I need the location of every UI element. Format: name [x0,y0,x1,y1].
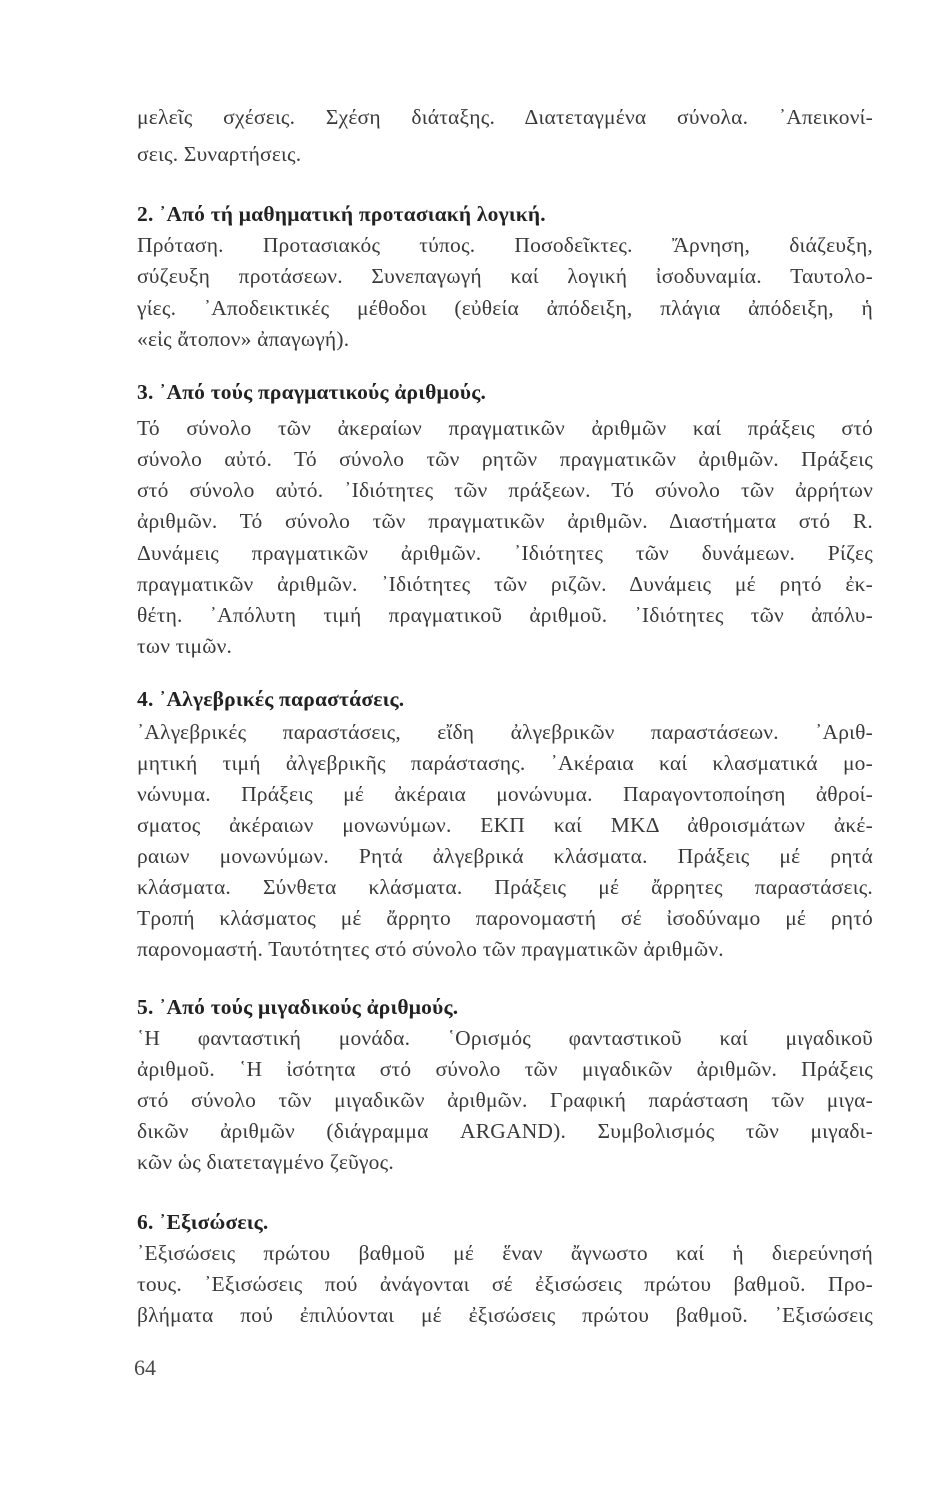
text-line: πραγματικῶν ἀριθμῶν. ᾿Ιδιότητες τῶν ριζῶν. Δυνάμεις μέ ρητό ἐκ- [137,572,873,596]
text-line: τους. ᾿Εξισώσεις πού ἀνάγονται σέ ἐξισώσεις πρώτου βαθμοῦ. Προ- [137,1272,873,1296]
text-line: ῾Η φανταστική μονάδα. ῾Ορισμός φανταστικοῦ καί μιγαδικοῦ [137,1026,873,1050]
text-line: θέτη. ᾿Απόλυτη τιμή πραγματικοῦ ἀριθμοῦ. ᾿Ιδιότητες τῶν ἀπόλυ- [137,603,873,627]
text-line: σεις. Συναρτήσεις. [137,142,302,166]
text-line: ᾿Αλγεβρικές παραστάσεις, εἴδη ἀλγεβρικῶν παραστάσεων. ᾿Αριθ- [137,720,873,744]
text-line: μητική τιμή ἀλγεβρικῆς παράστασης. ᾿Ακέραια καί κλασματικά μο- [137,751,873,775]
section-heading-4: 4. ᾿Αλγεβρικές παραστάσεις. [137,687,405,711]
text-line: ἀριθμοῦ. ῾Η ἰσότητα στό σύνολο τῶν μιγαδικῶν ἀριθμῶν. Πράξεις [137,1057,873,1081]
text-line: σύζευξη προτάσεων. Συνεπαγωγή καί λογική ἰσοδυναμία. Ταυτολο- [137,264,873,288]
text-line: κῶν ὡς διατεταγμένο ζεῦγος. [137,1150,394,1174]
text-line: ραιων μονωνύμων. Ρητά ἀλγεβρικά κλάσματα. Πράξεις μέ ρητά [137,844,873,868]
text-line: δικῶν ἀριθμῶν (διάγραμμα ARGAND). Συμβολισμός τῶν μιγαδι- [137,1119,873,1143]
text-line: παρονομαστή. Ταυτότητες στό σύνολο τῶν πραγματικῶν ἀριθμῶν. [137,937,724,961]
text-line: βλήματα πού ἐπιλύονται μέ ἐξισώσεις πρώτου βαθμοῦ. ᾿Εξισώσεις [137,1303,873,1327]
section-heading-5: 5. ᾿Από τούς μιγαδικούς ἀριθμούς. [137,995,459,1019]
text-line: στό σύνολο αὐτό. ᾿Ιδιότητες τῶν πράξεων. Τό σύνολο τῶν ἀρρήτων [137,478,873,502]
text-line: νώνυμα. Πράξεις μέ ἀκέραια μονώνυμα. Παραγοντοποίηση ἀθροί- [137,782,873,806]
text-line: Τό σύνολο τῶν ἀκεραίων πραγματικῶν ἀριθμῶν καί πράξεις στό [137,416,873,440]
text-line: γίες. ᾿Αποδεικτικές μέθοδοι (εὐθεία ἀπόδειξη, πλάγια ἀπόδειξη, ἡ [137,296,873,320]
text-line: των τιμῶν. [137,634,233,658]
section-heading-2: 2. ᾿Από τή μαθηματική προτασιακή λογική. [137,202,546,226]
text-line: ἀριθμῶν. Τό σύνολο τῶν πραγματικῶν ἀριθμῶν. Διαστήματα στό R. [137,509,873,533]
text-line: Πρόταση. Προτασιακός τύπος. Ποσοδεῖκτες. Ἄρνηση, διάζευξη, [137,233,873,257]
text-line: «εἰς ἄτοπον» ἀπαγωγή). [137,327,350,351]
section-heading-6: 6. ᾿Εξισώσεις. [137,1210,269,1234]
text-line: Δυνάμεις πραγματικῶν ἀριθμῶν. ᾿Ιδιότητες τῶν δυνάμεων. Ρίζες [137,541,873,565]
text-line: κλάσματα. Σύνθετα κλάσματα. Πράξεις μέ ἄρρητες παραστάσεις. [137,875,873,899]
page-number: 64 [134,1355,156,1380]
text-line: σύνολο αὐτό. Τό σύνολο τῶν ρητῶν πραγματικῶν ἀριθμῶν. Πράξεις [137,447,873,471]
text-line: σματος ἀκέραιων μονωνύμων. ΕΚΠ καί ΜΚΔ ἀθροισμάτων ἀκέ- [137,813,873,837]
text-line: μελεῖς σχέσεις. Σχέση διάταξης. Διατεταγμένα σύνολα. ᾿Απεικονί- [137,105,873,129]
text-line: Τροπή κλάσματος μέ ἄρρητο παρονομαστή σέ ἰσοδύναμο μέ ρητό [137,906,873,930]
text-line: ᾿Εξισώσεις πρώτου βαθμοῦ μέ ἕναν ἄγνωστο καί ἡ διερεύνησή [137,1241,873,1265]
text-line: στό σύνολο τῶν μιγαδικῶν ἀριθμῶν. Γραφική παράσταση τῶν μιγα- [137,1088,873,1112]
section-heading-3: 3. ᾿Από τούς πραγματικούς ἀριθμούς. [137,380,487,404]
